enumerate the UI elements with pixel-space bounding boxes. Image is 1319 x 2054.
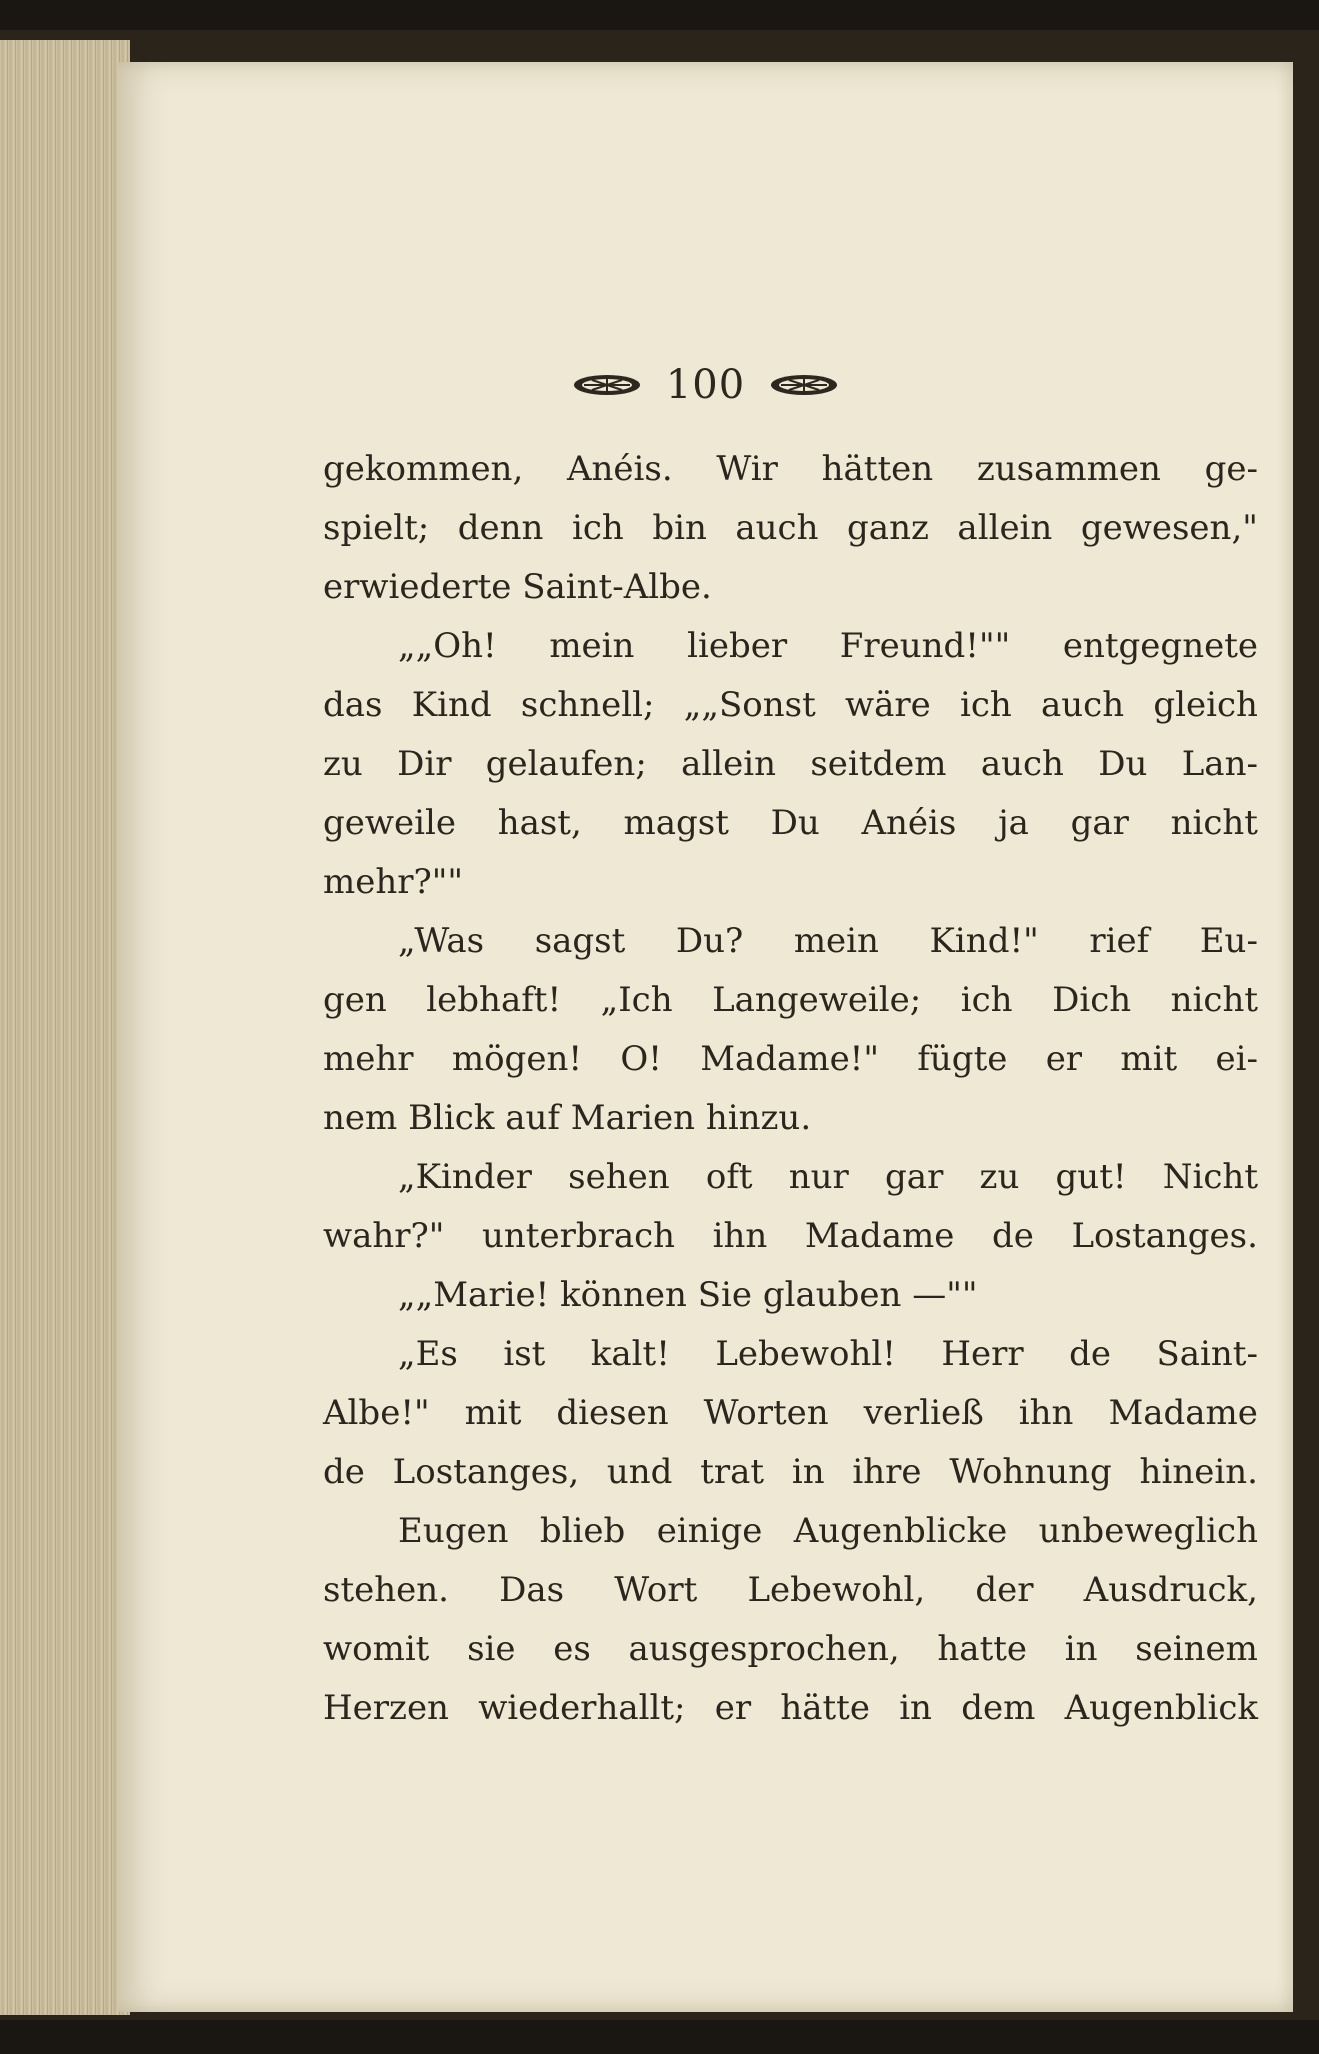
word: Lostanges. (1071, 1216, 1258, 1256)
word: ja (998, 803, 1029, 843)
word: Lebewohl! (715, 1334, 896, 1374)
text-line (323, 676, 1258, 735)
word: zu (323, 744, 363, 784)
word: Lostanges, (392, 1452, 580, 1492)
word: unterbrach (481, 1216, 676, 1256)
word: zusammen (976, 449, 1161, 489)
word: gar (885, 1157, 944, 1197)
word: de (1069, 1334, 1111, 1374)
word: Eugen (398, 1511, 509, 1551)
word: „Es (398, 1334, 458, 1374)
text-line (323, 1384, 1258, 1443)
word: mit (464, 1393, 522, 1433)
word: allein (681, 744, 777, 784)
word: denn (457, 508, 544, 548)
word: „„Sonst (683, 685, 816, 725)
page-edges (0, 40, 130, 2015)
word: seinem (1135, 1629, 1258, 1669)
text-line (323, 1620, 1258, 1679)
word: fügte (917, 1039, 1008, 1079)
word: Madame (804, 1216, 955, 1256)
word: „Was (398, 921, 485, 961)
word: womit (323, 1629, 430, 1669)
word: ich (960, 980, 1013, 1020)
word: gleich (1153, 685, 1258, 725)
word: Albe!" (323, 1393, 430, 1433)
word: Langeweile; (712, 980, 922, 1020)
word: schnell; (520, 685, 655, 725)
text-line (323, 1443, 1258, 1502)
text-line: „„Marie! können Sie glauben —"" (398, 1275, 978, 1315)
word: magst (623, 803, 729, 843)
text-line: mehr?"" (323, 862, 464, 902)
text-line: erwiederte Saint-Albe. (323, 567, 712, 607)
text-line (323, 971, 1258, 1030)
word: Ausdruck, (1083, 1570, 1258, 1610)
word: Das (499, 1570, 565, 1610)
word: nicht (1170, 803, 1258, 843)
word: kalt! (590, 1334, 670, 1374)
word: trat (700, 1452, 765, 1492)
word: gar (1070, 803, 1129, 843)
word: entgegnete (1062, 626, 1258, 666)
word: unbeweglich (1038, 1511, 1258, 1551)
word: Kind!" (929, 921, 1039, 961)
book-page (118, 62, 1293, 2012)
word: oft (705, 1157, 753, 1197)
word: rief (1089, 921, 1150, 961)
text-line (323, 499, 1258, 558)
word: Dich (1052, 980, 1132, 1020)
word: Dir (397, 744, 452, 784)
ornament-left-icon (572, 373, 642, 397)
word: geweile (323, 803, 456, 843)
word: Eu- (1199, 921, 1258, 961)
word: er (714, 1688, 752, 1728)
word: auch (980, 744, 1064, 784)
word: in (899, 1688, 932, 1728)
word: mehr (323, 1039, 414, 1079)
word: dem (961, 1688, 1036, 1728)
word: de (323, 1452, 365, 1492)
word: es (553, 1629, 591, 1669)
word: hätte (780, 1688, 870, 1728)
word: Kind (411, 685, 492, 725)
word: „Kinder (398, 1157, 532, 1197)
text-line (323, 794, 1258, 853)
word: hast, (497, 803, 582, 843)
word: sehen (568, 1157, 670, 1197)
word: gekommen, (323, 449, 524, 489)
word: wäre (844, 685, 931, 725)
word: auch (735, 508, 819, 548)
word: ganz (847, 508, 929, 548)
word: sagst (534, 921, 626, 961)
word: auch (1041, 685, 1125, 725)
page-number: 100 (665, 362, 746, 408)
word: hinein. (1139, 1452, 1258, 1492)
word: mein (793, 921, 879, 961)
word: stehen. (323, 1570, 449, 1610)
word: Freund!"" (839, 626, 1011, 666)
word: gut! (1055, 1157, 1127, 1197)
word: Du (1098, 744, 1148, 784)
text-line: nem Blick auf Marien hinzu. (323, 1098, 812, 1138)
word: Du? (675, 921, 744, 961)
text-line (323, 1030, 1258, 1089)
word: das (323, 685, 383, 725)
word: „Ich (600, 980, 673, 1020)
word: Anéis. (566, 449, 673, 489)
word: Herzen (323, 1688, 449, 1728)
word: Lan- (1181, 744, 1258, 784)
word: hatte (937, 1629, 1028, 1669)
word: Worten (703, 1393, 829, 1433)
word: Madame (1108, 1393, 1258, 1433)
text-line (323, 1148, 1258, 1207)
word: ist (503, 1334, 546, 1374)
word: sie (467, 1629, 516, 1669)
word: in (791, 1452, 825, 1492)
word: Augenblicke (793, 1511, 1008, 1551)
word: mit (1120, 1039, 1178, 1079)
text-line (323, 1679, 1258, 1738)
word: Madame!" (700, 1039, 879, 1079)
word: Du (770, 803, 820, 843)
word: O! (620, 1039, 662, 1079)
word: nicht (1170, 980, 1258, 1020)
word: und (606, 1452, 673, 1492)
word: ausgesprochen, (628, 1629, 900, 1669)
word: Wohnung (949, 1452, 1112, 1492)
word: ei- (1215, 1039, 1258, 1079)
word: de (991, 1216, 1034, 1256)
word: Wir (716, 449, 778, 489)
text-line (323, 912, 1258, 971)
word: bin (652, 508, 707, 548)
word: lieber (687, 626, 788, 666)
ornament-right-icon (769, 373, 839, 397)
word: mögen! (451, 1039, 582, 1079)
word: gewesen," (1080, 508, 1258, 548)
word: mein (549, 626, 635, 666)
word: wiederhallt; (478, 1688, 686, 1728)
text-line (323, 617, 1258, 676)
text-line (323, 1325, 1258, 1384)
word: seitdem (810, 744, 947, 784)
word: ich (571, 508, 624, 548)
text-line (323, 1502, 1258, 1561)
word: „„Oh! (398, 626, 497, 666)
text-line (323, 735, 1258, 794)
word: gen (323, 980, 387, 1020)
word: Nicht (1162, 1157, 1258, 1197)
word: hätten (821, 449, 934, 489)
word: Herr (941, 1334, 1024, 1374)
word: ihn (712, 1216, 768, 1256)
word: verließ (863, 1393, 984, 1433)
text-line (323, 440, 1258, 499)
word: wahr?" (323, 1216, 445, 1256)
word: Anéis (861, 803, 957, 843)
word: zu (979, 1157, 1020, 1197)
word: diesen (556, 1393, 669, 1433)
text-line (323, 1207, 1258, 1266)
word: Lebewohl, (747, 1570, 926, 1610)
word: blieb (539, 1511, 626, 1551)
word: Saint- (1156, 1334, 1258, 1374)
word: Augenblick (1064, 1688, 1258, 1728)
word: ihre (852, 1452, 922, 1492)
word: einige (656, 1511, 763, 1551)
word: nur (788, 1157, 849, 1197)
word: lebhaft! (426, 980, 562, 1020)
word: spielt; (323, 508, 430, 548)
word: er (1045, 1039, 1083, 1079)
word: allein (957, 508, 1053, 548)
body-text (323, 440, 1258, 1738)
text-line (323, 1561, 1258, 1620)
word: ich (959, 685, 1012, 725)
word: Wort (614, 1570, 698, 1610)
word: ihn (1018, 1393, 1074, 1433)
word: der (975, 1570, 1034, 1610)
word: ge- (1204, 449, 1258, 489)
word: in (1064, 1629, 1098, 1669)
page-header (118, 362, 1293, 408)
word: gelaufen; (485, 744, 647, 784)
